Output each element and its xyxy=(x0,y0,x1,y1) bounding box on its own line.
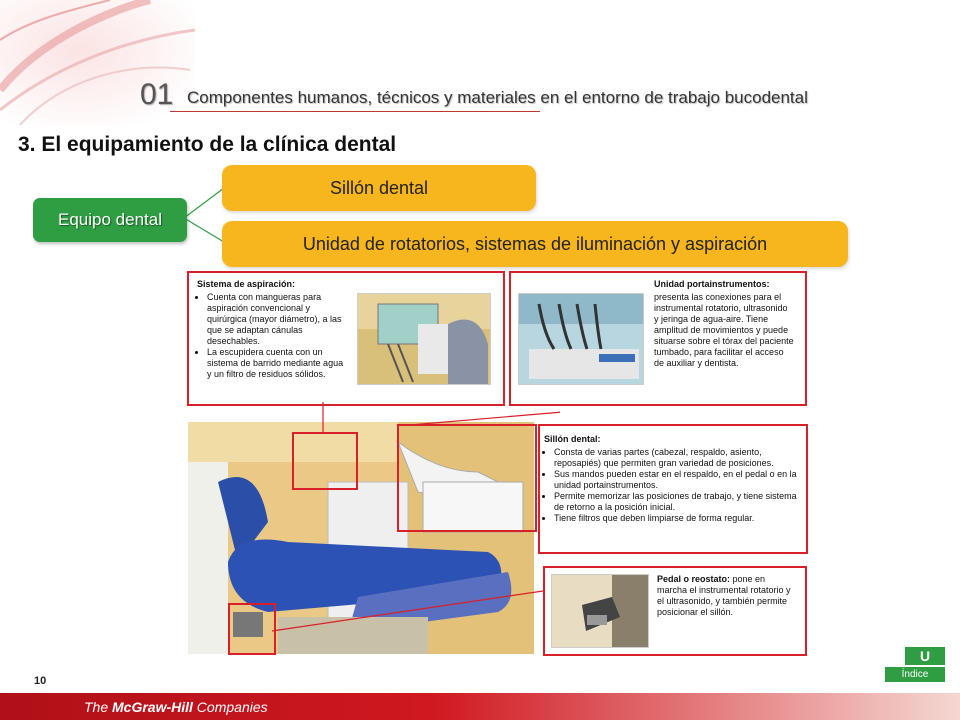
portainstrumentos-text: presenta las conexiones para el instrumental rotatorio, ultrasonido y jeringa de agua-aire. Tiene amplitud de movimientos y puede situarse sobre el tórax del paciente tumbado, para facilitar el acceso de auxiliar y dentista. xyxy=(654,292,794,368)
pedal-text: pone en marcha el instrumental rotatorio y el ultrasonido, y también permite posicionar el sillón. xyxy=(657,574,791,617)
index-return-icon[interactable]: U xyxy=(905,647,945,665)
title-divider xyxy=(170,111,540,112)
brand-name: McGraw-Hill xyxy=(112,699,193,715)
portainstrumentos-heading: Unidad portainstrumentos: xyxy=(654,279,770,289)
sillon-panel xyxy=(538,424,808,554)
diagram-branch-sillon: Sillón dental xyxy=(222,165,536,211)
sillon-bullet: • Consta de varias partes (cabezal, respaldo, asiento, reposapiés) que permiten gran variedad de posiciones. xyxy=(554,447,800,469)
pedal-heading: Pedal o reostato: xyxy=(657,574,731,584)
publisher-logo xyxy=(84,699,268,715)
aspiracion-photo xyxy=(357,293,491,385)
diagram-root-node: Equipo dental xyxy=(33,198,187,242)
aspiracion-heading: Sistema de aspiración: xyxy=(197,279,296,289)
leader-lines xyxy=(180,395,560,655)
page-number: 10 xyxy=(34,675,47,687)
sillon-bullet: • Tiene filtros que deben limpiarse de forma regular. xyxy=(554,513,800,524)
brand-prefix: The xyxy=(84,699,113,715)
portainstrumentos-photo xyxy=(518,293,644,385)
section-title: 3. El equipamiento de la clínica dental xyxy=(18,133,397,156)
unit-title: Componentes humanos, técnicos y materiales en el entorno de trabajo bucodental xyxy=(187,88,808,107)
sillon-heading: Sillón dental: xyxy=(544,434,601,444)
unit-number: 01 xyxy=(140,78,174,111)
sillon-bullet: • Sus mandos pueden estar en el respaldo, en el pedal o en la unidad portainstrumentos. xyxy=(554,469,800,491)
aspiracion-bullet: • La escupidera cuenta con un sistema de barrido mediante agua y un filtro de residuos sólidos. xyxy=(207,347,347,380)
sillon-bullet: • Permite memorizar las posiciones de trabajo, y tiene sistema de retorno a la posición inicial. xyxy=(554,491,800,513)
diagram-branch-unidad: Unidad de rotatorios, sistemas de iluminación y aspiración xyxy=(222,221,848,267)
index-button[interactable]: Índice xyxy=(885,667,945,682)
brand-suffix: Companies xyxy=(192,699,268,715)
pedal-photo xyxy=(551,574,649,648)
aspiracion-bullet: • Cuenta con mangueras para aspiración convencional y quirúrgica (mayor diámetro), a las que se adaptan cánulas desechables. xyxy=(207,292,347,347)
